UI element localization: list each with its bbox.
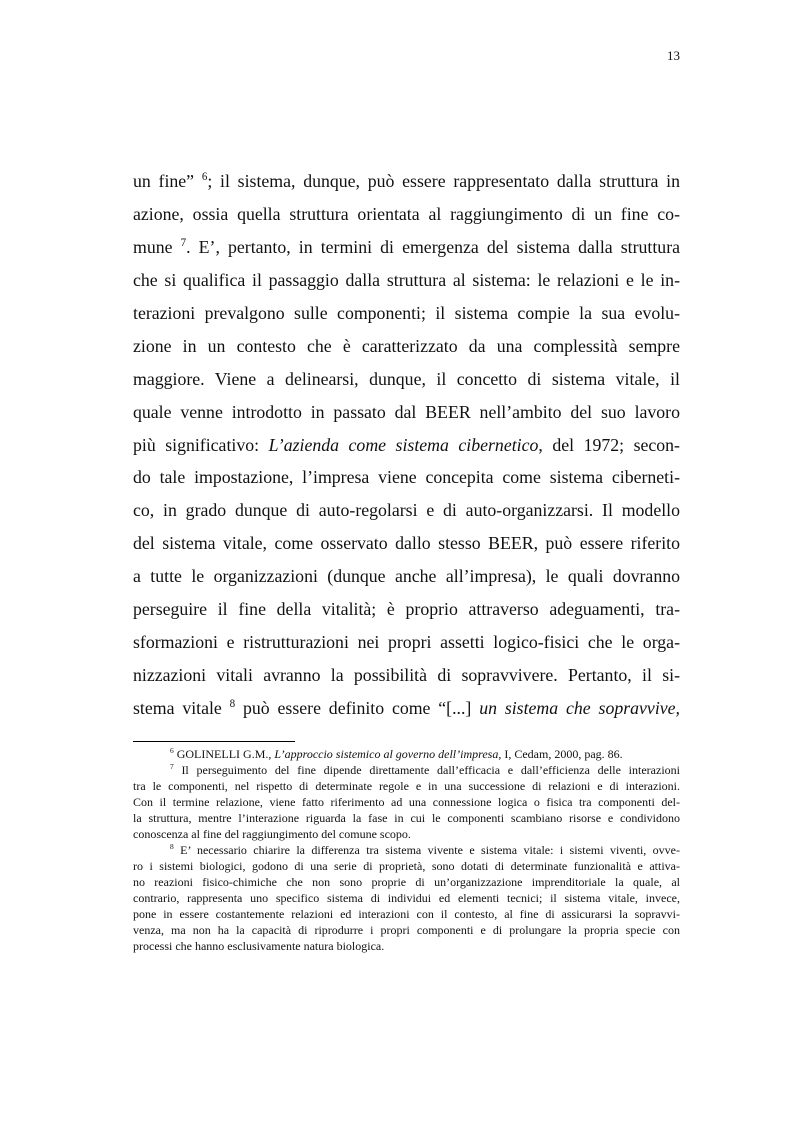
text-run: ro i sistemi biologici, godono di una serie di proprietà, sono dotati di determinate funzionalità e attiva- [133, 859, 680, 873]
text-run: sformazioni e ristrutturazioni nei propri assetti logico-fisici che le orga- [133, 632, 680, 653]
text-run: zione in un contesto che è caratterizzato da una complessità sempre [133, 335, 680, 356]
body-line-5 [133, 297, 680, 330]
body-line-15 [133, 626, 680, 659]
body-line-14 [133, 593, 680, 626]
footnote-line [133, 906, 680, 922]
body-line-3 [133, 231, 680, 264]
body-line-16 [133, 659, 680, 692]
footnote-6 [133, 746, 680, 762]
text-run: maggiore. Viene a delinearsi, dunque, il concetto di sistema vitale, il [133, 368, 680, 389]
footnotes [133, 746, 680, 954]
text-run: do tale impostazione, l’impresa viene concepita come sistema ciberneti- [133, 467, 680, 488]
text-run: conoscenza al fine del raggiungimento del comune scopo. [133, 827, 411, 841]
text-run: , del 1972; secon- [538, 434, 680, 455]
text-run: venza, ma non ha la capacità di riprodurre i propri componenti e di prolungare la propria specie con [133, 923, 680, 937]
text-run: azione, ossia quella struttura orientata al raggiungimento di un fine co- [133, 203, 680, 224]
text-run: Con il termine relazione, viene fatto riferimento ad una connessione logica o fisica tra componenti del- [133, 795, 680, 809]
footnote-line [133, 746, 680, 762]
body-line-12 [133, 527, 680, 560]
footnote-line [133, 778, 680, 794]
text-run: ; il sistema, dunque, può essere rappresentato dalla struttura in [207, 171, 680, 191]
text-run: a tutte le organizzazioni (dunque anche all’impresa), le quali dovranno [133, 566, 680, 587]
italic-text: un sistema che sopravvive, [479, 698, 680, 718]
text-run: terazioni prevalgono sulle componenti; il sistema compie la sua evolu- [133, 302, 680, 323]
footnote-line [133, 874, 680, 890]
text-run: E’ necessario chiarire la differenza tra sistema vivente e sistema vitale: i sistemi viventi, ovve- [173, 843, 680, 857]
footnote-line [133, 826, 680, 842]
body-line-17 [133, 692, 680, 725]
body-line-7 [133, 363, 680, 396]
body-line-2 [133, 198, 680, 231]
text-run: quale venne introdotto in passato dal BEER nell’ambito del suo lavoro [133, 401, 680, 422]
footnote-line [133, 794, 680, 810]
footnote-ref-8: 8 [229, 698, 236, 711]
text-run: , I, Cedam, 2000, pag. 86. [498, 747, 623, 761]
body-line-13 [133, 560, 680, 593]
text-run: perseguire il fine della vitalità; è proprio attraverso adeguamenti, tra- [133, 599, 680, 620]
body-text [133, 165, 680, 725]
footnote-line [133, 922, 680, 938]
footnote-line [133, 842, 680, 858]
footnote-ref-7: 7 [170, 762, 174, 771]
footnote-separator [133, 741, 295, 742]
text-run: nizzazioni vitali avranno la possibilità di sopravvivere. Pertanto, il si- [133, 665, 680, 686]
footnote-line [133, 762, 680, 778]
italic-text: L’approccio sistemico al governo dell’impresa [274, 747, 499, 761]
body-line-8 [133, 396, 680, 429]
footnote-7 [133, 762, 680, 842]
text-run: Il perseguimento del fine dipende direttamente dall’efficacia e dall’efficienza delle interazioni [173, 763, 680, 777]
text-run: . E’, pertanto, in termini di emergenza del sistema dalla struttura [186, 236, 681, 257]
text-run: tra le componenti, nel rispetto di determinate regole e in una successione di relazioni e di interazioni. [133, 779, 680, 793]
footnote-line [133, 810, 680, 826]
footnote-line [133, 890, 680, 906]
body-line-11 [133, 494, 680, 527]
body-line-9 [133, 429, 680, 462]
footnote-line [133, 938, 680, 954]
footnote-8 [133, 842, 680, 954]
text-run: del sistema vitale, come osservato dallo stesso BEER, può essere riferito [133, 533, 680, 554]
footnote-ref-6: 6 [170, 746, 174, 755]
text-run: GOLINELLI G.M., [173, 747, 275, 761]
text-run: pone in essere costantemente relazioni ed interazioni con il contesto, al fine di assicurarsi la sopravvi- [133, 907, 680, 921]
text-run: può essere definito come “[...] [235, 698, 480, 718]
text-run: no reazioni fisico-chimiche che non sono proprie di un’organizzazione imprenditoriale la quale, al [133, 875, 680, 889]
page-number: 13 [667, 48, 680, 63]
footnote-line [133, 858, 680, 874]
body-line-10 [133, 461, 680, 494]
text-run: mune [133, 236, 181, 257]
body-line-6 [133, 330, 680, 363]
text-run: stema vitale [133, 698, 230, 718]
text-run: contrario, rappresenta uno specifico sistema di individui ed elementi tecnici; il sistema vitale, invece, [133, 891, 680, 905]
footnote-ref-8: 8 [170, 842, 174, 851]
footnote-ref-6: 6 [201, 171, 208, 184]
text-run: un fine” [133, 171, 202, 191]
text-run: più significativo: [133, 434, 269, 455]
italic-text: L’azienda come sistema cibernetico [268, 434, 539, 455]
text-run: co, in grado dunque di auto-regolarsi e di auto-organizzarsi. Il modello [133, 500, 680, 521]
body-line-4 [133, 264, 680, 297]
text-run: che si qualifica il passaggio dalla struttura al sistema: le relazioni e le in- [133, 269, 680, 290]
text-run: la struttura, mentre l’interazione riguarda la fase in cui le componenti scambiano risorse e condividono [133, 811, 680, 825]
text-run: processi che hanno esclusivamente natura biologica. [133, 939, 385, 953]
footnote-ref-7: 7 [180, 236, 187, 249]
body-line-1 [133, 165, 680, 198]
